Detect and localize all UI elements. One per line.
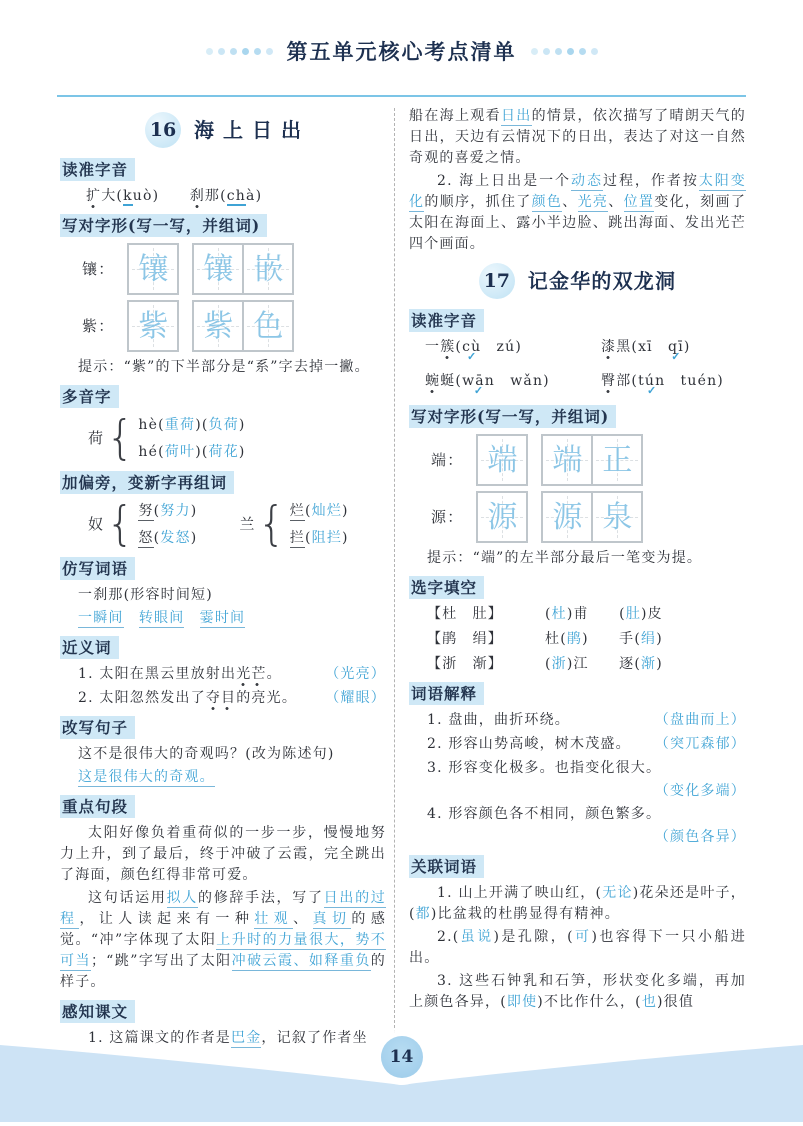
writing-cell: 正 [591, 434, 643, 486]
section-heading-shape-17: 写对字形(写一写，并组词) [409, 405, 746, 429]
writing-grid-row: 源： 源 源 泉 [409, 491, 746, 543]
hint-text-16: 提示：“紫”的下半部分是“系”字去掉一撇。 [78, 359, 370, 375]
key-paragraph-analysis: 这句话运用拟人的修辞手法，写了日出的过程，让人读起来有一种壮观、真切的感觉。“冲”字体现了太阳上升时的力量很大，势不可当；“跳”字写出了太阳冲破云霞、如释重负的样子。 [60, 890, 387, 990]
explain-answer: （突兀森郁） [654, 736, 746, 752]
synonym-item: 2. 太阳忽然发出了夺目的亮光。 （耀眼） [60, 688, 386, 709]
pinyin-choice-row: 蜿蜒(wān ✓ wǎn) 臀部(tún ✓ tuén) [409, 371, 746, 392]
pinyin-line-16: 扩大(kuò) 刹那(chà) [60, 186, 386, 207]
section-heading-imitate: 仿写词语 [60, 557, 386, 581]
radical-groups [60, 499, 386, 550]
header-rule [57, 95, 746, 97]
lesson-17-title [409, 263, 746, 299]
sense-continuation-2: 2. 海上日出是一个动态过程，作者按太阳变化的顺序，抓住了颜色、光亮、位置变化，刻画了太阳在海面上、露小半边脸、跳出海面、发出光芒四个画面。 [409, 173, 747, 252]
polyphone-base-char: 荷 [88, 429, 105, 447]
section-heading-synonym: 近义词 [60, 636, 386, 660]
explain-item: 4. 形容颜色各不相同，颜色繁多。 [427, 806, 662, 822]
writing-cell: 源 [476, 491, 528, 543]
writing-cell: 泉 [591, 491, 643, 543]
conjunction-item: 1. 山上开满了映山红，(无论)花朵还是叶子，(都)比盆栽的杜鹃显得有精神。 [409, 885, 746, 922]
polyphone-group [60, 413, 386, 464]
explain-item: 2. 形容山势高峻，树木茂盛。 （突兀森郁） [409, 734, 746, 755]
section-heading-sense: 感知课文 [60, 1000, 386, 1024]
writing-cell: 嵌 [242, 243, 294, 295]
page-number-badge: 14 [381, 1036, 423, 1078]
section-heading-poly: 多音字 [60, 385, 386, 409]
section-heading-key: 重点句段 [60, 795, 386, 819]
imitate-example: 一刹那(形容时间短) [78, 587, 213, 603]
section-heading-conj: 关联词语 [409, 855, 746, 879]
lesson-16-title-text: 海上日出 [194, 117, 310, 142]
writing-cell: 紫 [127, 300, 179, 352]
synonym-item: 1. 太阳在黑云里放射出光芒。 （光亮） [60, 664, 386, 685]
synonym-answer: （光亮） [325, 666, 386, 682]
section-heading-choose: 选字填空 [409, 576, 746, 600]
pinyin-choice-row: 一簇(cù ✓ zú) 漆黑(xī qī ✓) [409, 337, 746, 358]
writing-cell: 镶 [192, 243, 244, 295]
section-heading-explain: 词语解释 [409, 682, 746, 706]
radical-group: 奴 { 努(努力) 怒(发怒) [88, 497, 198, 551]
brace-glyph: { [257, 497, 287, 551]
lesson-16-number-badge: 16 [145, 112, 181, 148]
explain-answer: （盘曲而上） [654, 712, 746, 728]
writing-grid-row: 紫： 紫 紫 色 [60, 300, 386, 352]
writing-cell: 紫 [192, 300, 244, 352]
writing-cell: 镶 [127, 243, 179, 295]
radical-group: 兰 { 烂(灿烂) 拦(阻拦) [239, 497, 349, 551]
imitate-answers: 一瞬间 转眼间 霎时间 [78, 610, 246, 626]
explain-answer: （变化多端） [654, 783, 746, 799]
writing-cell: 端 [476, 434, 528, 486]
sense-item: 1. 这篇课文的作者是巴金，记叙了作者坐 [88, 1030, 368, 1046]
column-divider [394, 108, 395, 1033]
writing-cell: 色 [242, 300, 294, 352]
synonym-answer: （耀眼） [325, 690, 386, 706]
polyphone-line: hé(荷叶)(荷花) [138, 444, 246, 460]
polyphone-line: hè(重荷)(负荷) [138, 417, 246, 433]
decorative-dots-right [531, 48, 598, 55]
writing-grid-row: 端： 端 端 正 [409, 434, 746, 486]
explain-item: 3. 形容变化极多。也指变化很大。 [427, 760, 662, 776]
page-title: 第五单元核心考点清单 [286, 39, 517, 64]
lesson-16-title [60, 112, 386, 148]
explain-answer: （颜色各异） [654, 829, 746, 845]
section-heading-rewrite: 改写句子 [60, 716, 386, 740]
writing-cell: 端 [541, 434, 593, 486]
rewrite-question: 这不是很伟大的奇观吗？(改为陈述句) [78, 746, 335, 762]
choose-fill-row: 【浙 渐】 (浙)江 逐(渐) [427, 656, 663, 672]
writing-cell: 源 [541, 491, 593, 543]
lesson-17-number-badge: 17 [479, 263, 515, 299]
page-header [0, 36, 803, 66]
explain-item: 1. 盘曲，曲折环绕。 （盘曲而上） [409, 710, 746, 731]
section-heading-pron-17: 读准字音 [409, 309, 746, 333]
section-heading-radical: 加偏旁，变新字再组词 [60, 471, 386, 495]
rewrite-answer: 这是很伟大的奇观。 [78, 769, 215, 785]
left-column [60, 104, 386, 1051]
choose-fill-row: 【鹃 绢】 杜(鹃) 手(绢) [427, 631, 663, 647]
conjunction-item: 3. 这些石钟乳和石笋，形状变化多端，再加上颜色各异，(即使)不比作什么，(也)很值 [409, 973, 746, 1010]
choose-fill-row: 【杜 肚】 (杜)甫 (肚)皮 [427, 606, 663, 622]
brace-glyph: { [106, 497, 136, 551]
brace-glyph: { [106, 411, 136, 465]
conjunction-item: 2.(虽说)是孔隙，(可)也容得下一只小船进出。 [409, 929, 747, 966]
decorative-dots-left [206, 48, 273, 55]
section-heading-shape-16: 写对字形(写一写，并组词) [60, 214, 386, 238]
sense-continuation-1: 船在海上观看日出的情景，依次描写了晴朗天气的日出，天边有云情况下的日出，表达了对这一自然奇观的喜爱之情。 [409, 108, 746, 166]
right-column [409, 104, 746, 1015]
key-paragraph-quote: 太阳好像负着重荷似的一步一步，慢慢地努力上升，到了最后，终于冲破了云霞，完全跳出了海面，颜色红得非常可爱。 [60, 825, 386, 883]
section-heading-pron-16: 读准字音 [60, 158, 386, 182]
writing-grid-row: 镶： 镶 镶 嵌 [60, 243, 386, 295]
hint-text-17: 提示：“端”的左半部分最后一笔变为提。 [427, 550, 703, 566]
lesson-17-title-text: 记金华的双龙洞 [527, 268, 677, 293]
